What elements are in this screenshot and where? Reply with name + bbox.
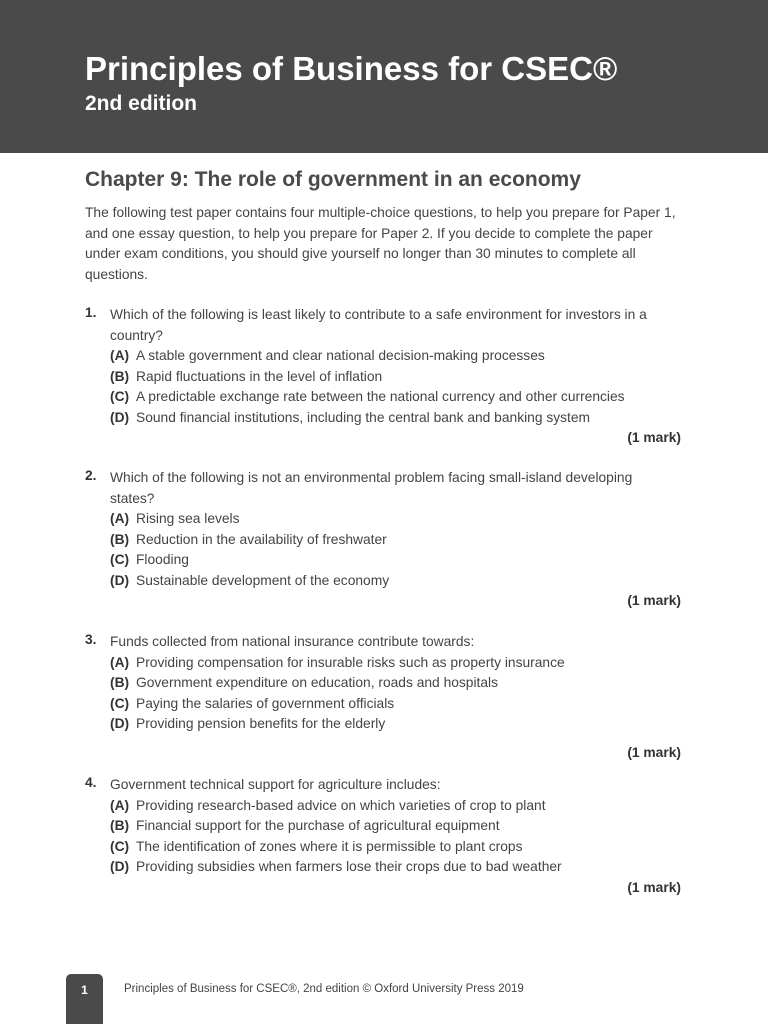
option-letter: (B) (110, 675, 130, 690)
option-letter: (B) (110, 368, 130, 384)
option-text: Providing research-based advice on which varieties of crop to plant (136, 797, 546, 813)
question-text: Which of the following is not an environmental problem facing small-island developing states? (110, 470, 633, 506)
option-text: The identification of zones where it is permissible to plant crops (136, 838, 523, 854)
option-text: Flooding (136, 552, 189, 567)
chapter-title: Chapter 9: The role of government in an economy (85, 168, 581, 191)
footer-copyright: Principles of Business for CSEC®, 2nd edition © Oxford University Press 2019 (124, 983, 524, 995)
option-letter: (D) (110, 716, 130, 731)
header-banner (0, 0, 768, 153)
question-2 (85, 468, 685, 612)
option-list (110, 653, 685, 735)
mark-label: (1 mark) (627, 593, 681, 608)
option-b (110, 673, 685, 694)
option-d (110, 714, 685, 735)
option-b (110, 530, 685, 551)
option-b (110, 367, 685, 388)
option-list (110, 796, 685, 878)
option-letter: (C) (110, 552, 130, 567)
option-text: Providing subsidies when farmers lose their crops due to bad weather (136, 859, 562, 874)
question-text: Which of the following is least likely to contribute to a safe environment for investors in a country? (110, 307, 647, 343)
option-text: Sound financial institutions, including the central bank and banking system (136, 409, 591, 425)
option-text: A predictable exchange rate between the national currency and other currencies (136, 389, 625, 404)
mark-label: (1 mark) (627, 744, 681, 760)
option-a (110, 653, 685, 674)
option-letter: (C) (110, 695, 130, 711)
option-letter: (D) (110, 409, 130, 425)
option-c (110, 550, 685, 571)
question-number: 1. (85, 305, 97, 320)
option-c (110, 694, 685, 715)
option-text: Government expenditure on education, roads and hospitals (136, 675, 499, 690)
option-letter: (B) (110, 531, 130, 547)
option-text: A stable government and clear national decision-making processes (136, 348, 545, 363)
option-text: Rapid fluctuations in the level of inflation (136, 368, 383, 384)
page-number-tab (66, 974, 103, 1024)
option-letter: (A) (110, 654, 130, 670)
option-text: Providing pension benefits for the elderly (136, 716, 386, 731)
option-list (110, 346, 685, 428)
option-d (110, 571, 685, 592)
option-a (110, 509, 685, 530)
question-number: 2. (85, 468, 97, 483)
option-text: Providing compensation for insurable risks such as property insurance (136, 654, 565, 670)
intro-paragraph: The following test paper contains four multiple-choice questions, to help you prepare for Paper 1, and one essay question, to help you prepare for Paper 2. If you decide to complete the paper under exam conditions, you should give yourself no longer than 30 minutes to complete all questions. (85, 205, 676, 282)
option-text: Rising sea levels (136, 511, 240, 526)
page-number: 1 (81, 983, 88, 997)
book-title: Principles of Business for CSEC® (85, 50, 618, 87)
option-b (110, 816, 685, 837)
question-text: Funds collected from national insurance contribute towards: (110, 634, 475, 649)
option-letter: (D) (110, 859, 130, 874)
option-c (110, 837, 685, 858)
option-a (110, 346, 685, 367)
option-letter: (A) (110, 797, 130, 813)
option-letter: (A) (110, 348, 130, 363)
option-letter: (B) (110, 818, 130, 833)
mark-label: (1 mark) (627, 879, 681, 895)
option-letter: (C) (110, 389, 130, 404)
option-letter: (C) (110, 838, 130, 854)
option-text: Sustainable development of the economy (136, 572, 390, 588)
option-c (110, 387, 685, 408)
question-text: Government technical support for agriculture includes: (110, 777, 441, 792)
mark-label: (1 mark) (627, 430, 681, 445)
option-a (110, 796, 685, 817)
edition-label: 2nd edition (85, 92, 197, 115)
question-number: 4. (85, 775, 97, 790)
question-4 (85, 775, 685, 898)
option-letter: (A) (110, 511, 130, 526)
option-text: Paying the salaries of government officials (136, 695, 395, 711)
option-text: Financial support for the purchase of agricultural equipment (136, 818, 500, 833)
question-1 (85, 305, 685, 449)
option-list (110, 509, 685, 591)
question-3 (85, 632, 685, 763)
option-text: Reduction in the availability of freshwater (136, 531, 387, 547)
option-letter: (D) (110, 572, 130, 588)
option-d (110, 408, 685, 429)
option-d (110, 857, 685, 878)
question-number: 3. (85, 632, 97, 647)
